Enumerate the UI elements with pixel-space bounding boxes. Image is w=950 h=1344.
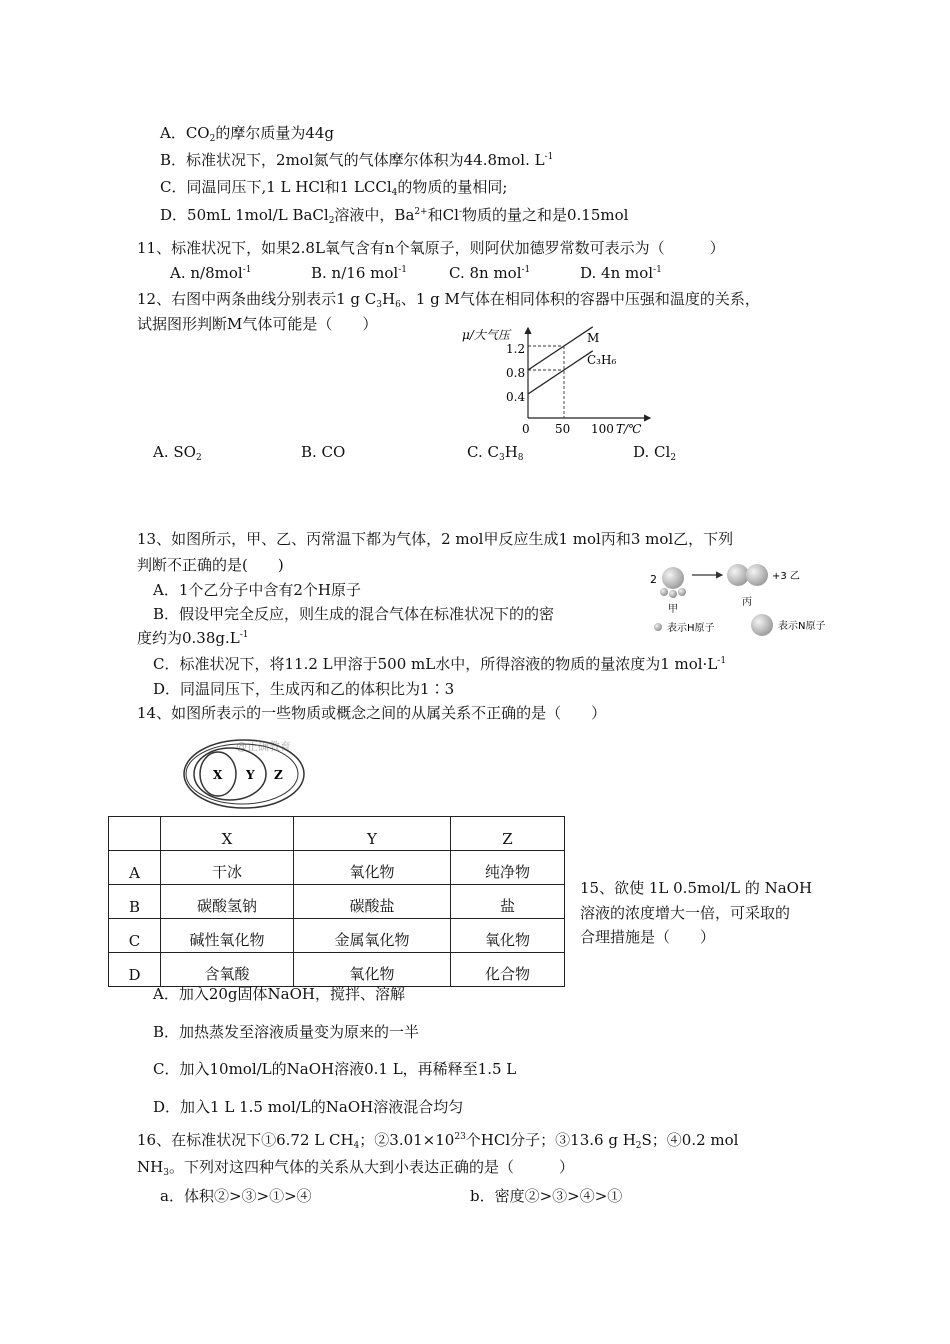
q13-option-a: A．1个乙分子中含有2个H原子: [153, 581, 362, 599]
q14-stem: 14、如图所表示的一些物质或概念之间的从属关系不正确的是（ ）: [137, 704, 607, 722]
q12-option-d: D. $Cl_2$: [633, 443, 677, 463]
table-cell: 碳酸氢钠: [161, 885, 294, 919]
table-cell: B: [109, 885, 161, 919]
table-row: [109, 851, 565, 885]
table-header-cell: [109, 817, 161, 851]
q12-stem-line2: 试据图形判断M气体可能是（ ）: [137, 315, 378, 333]
q11-option-b: B. n/16 mol$^{-1}$: [311, 264, 407, 282]
table-cell: 氧化物: [451, 919, 565, 953]
h-atom: [678, 588, 686, 596]
q15-option-a: A．加入20g固体NaOH，搅拌、溶解: [153, 985, 405, 1003]
h-atom: [669, 590, 677, 598]
series-line-c3h6: [528, 351, 593, 394]
h-atom: [660, 588, 668, 596]
x-tick-100: 100: [591, 422, 614, 436]
q12-pressure-temperature-graph: [458, 320, 658, 440]
q10-option-b: B．标准状况下，2mol氮气的气体摩尔体积为44.8mol. $L^{-1}$: [160, 151, 554, 169]
set-y: [194, 748, 266, 800]
table-header-cell: Z: [451, 817, 565, 851]
q15-stem-line3: 合理措施是（ ）: [580, 928, 716, 946]
venn-label-y: Y: [246, 768, 255, 782]
q14-classification-table: [108, 816, 565, 987]
q11-stem: 11、标准状况下，如果2.8L氧气含有n个氧原子，则阿伏加德罗常数可表示为（ ）: [137, 239, 725, 257]
q14-venn-diagram: [180, 732, 320, 814]
q15-stem-line2: 溶液的浓度增大一倍，可采取的: [580, 904, 791, 922]
q15-stem: 15、欲使 1L 0.5mol/L 的 NaOH: [580, 879, 813, 897]
x-tick-0: 0: [522, 422, 530, 436]
table-cell: 氧化物: [294, 851, 451, 885]
q16-option-a: a．体积②>③>①>④: [160, 1187, 312, 1205]
table-header-cell: Y: [294, 817, 451, 851]
q10-option-a: A．$CO_2$的摩尔质量为44g: [160, 124, 335, 144]
q10-option-c: C．同温同压下,1 L HCl和1 LCCl$_4$的物质的量相同;: [160, 178, 508, 198]
table-cell: 含氧酸: [161, 953, 294, 987]
table-cell: 盐: [451, 885, 565, 919]
table-cell: 氧化物: [294, 953, 451, 987]
n-atom: [746, 564, 768, 586]
table-row: [109, 953, 565, 987]
venn-label-z: Z: [274, 768, 283, 782]
y-tick-1.2: 1.2: [506, 342, 526, 356]
table-cell: C: [109, 919, 161, 953]
n-atom: [727, 564, 749, 586]
plus-3-yi: +3 乙: [772, 571, 800, 582]
venn-label-x: X: [213, 768, 223, 782]
label-bing: 丙: [742, 597, 752, 608]
q12-stem: 12、右图中两条曲线分别表示1 g $C_3H_6$、1 g M气体在相同体积的容器中压强和温度的关系，: [137, 290, 760, 310]
q13-option-c: C．标准状况下，将11.2 L甲溶于500 mL水中，所得溶液的物质的量浓度为1 $mol\cdot L^{-1}$: [153, 655, 727, 673]
q15-option-b: B．加热蒸发至溶液质量变为原来的一半: [153, 1023, 420, 1041]
q13-stem: 13、如图所示，甲、乙、丙常温下都为气体，2 mol甲反应生成1 mol丙和3 mol乙，下列: [137, 530, 734, 548]
coefficient-2: 2: [650, 573, 657, 586]
table-cell: A: [109, 851, 161, 885]
table-cell: 化合物: [451, 953, 565, 987]
q13-stem-line2: 判断不正确的是( ): [137, 556, 284, 574]
table-header-cell: X: [161, 817, 294, 851]
q15-option-d: D．加入1 L 1.5 mol/L的NaOH溶液混合均匀: [153, 1098, 464, 1116]
q12-option-a: A. $SO_2$: [153, 443, 202, 463]
q13-option-d: D．同温同压下，生成丙和乙的体积比为1∶3: [153, 680, 455, 698]
table-cell: 碱性氧化物: [161, 919, 294, 953]
q12-option-b: B. CO: [301, 443, 346, 461]
legend-n: 表示N原子: [778, 621, 826, 632]
y-tick-0.4: 0.4: [506, 390, 526, 404]
legend-h-atom-icon: [654, 623, 662, 631]
watermark: @正确教育: [236, 740, 291, 753]
x-tick-50: 50: [555, 422, 571, 436]
q11-option-a: A. n/8mol$^{-1}$: [170, 264, 252, 282]
table-cell: D: [109, 953, 161, 987]
y-tick-0.8: 0.8: [506, 366, 526, 380]
q15-option-c: C．加入10mol/L的NaOH溶液0.1 L，再稀释至1.5 L: [153, 1060, 517, 1078]
q13-option-b: B．假设甲完全反应，则生成的混合气体在标准状况下的的密: [153, 605, 555, 623]
q16-option-b: b．密度②>③>④>①: [470, 1187, 623, 1205]
q16-stem-line2: $NH_3$。下列对这四种气体的关系从大到小表达正确的是（ ）: [137, 1158, 574, 1178]
q13-molecule-figure: [640, 555, 840, 645]
q16-stem: 16、在标准状况下①6.72 L $CH_4$；$②3.01\times 10^{23}$个HCl分子；③13.6 g $H_2S$；④0.2 mol: [137, 1131, 739, 1151]
q13-option-b-line2: 度约为$0.38g.L^{-1}$: [137, 629, 249, 647]
y-axis-label: μ/大气压: [462, 328, 510, 342]
table-row: [109, 919, 565, 953]
table-cell: 碳酸盐: [294, 885, 451, 919]
q11-option-c: C. 8n mol$^{-1}$: [449, 264, 531, 282]
table-cell: 纯净物: [451, 851, 565, 885]
q11-option-d: D. 4n mol$^{-1}$: [580, 264, 662, 282]
table-header-row: [109, 817, 565, 851]
label-jia: 甲: [668, 604, 678, 615]
x-axis-label: T/℃: [616, 422, 642, 436]
q12-option-c: C. $C_3H_8$: [467, 443, 524, 463]
series-label-m: M: [587, 331, 600, 345]
q10-option-d: D．50mL 1mol/L BaCl$_2$溶液中，$Ba^{2+}$和Cl-物质的量之和是0.15mol: [160, 206, 629, 226]
table-row: [109, 885, 565, 919]
table-cell: 金属氧化物: [294, 919, 451, 953]
series-label-c3h6: C₃H₆: [587, 353, 617, 367]
series-line-m: [528, 327, 593, 370]
legend-n-atom-icon: [751, 614, 773, 636]
table-cell: 干冰: [161, 851, 294, 885]
n-atom: [662, 567, 684, 589]
legend-h: 表示H原子: [667, 623, 715, 634]
